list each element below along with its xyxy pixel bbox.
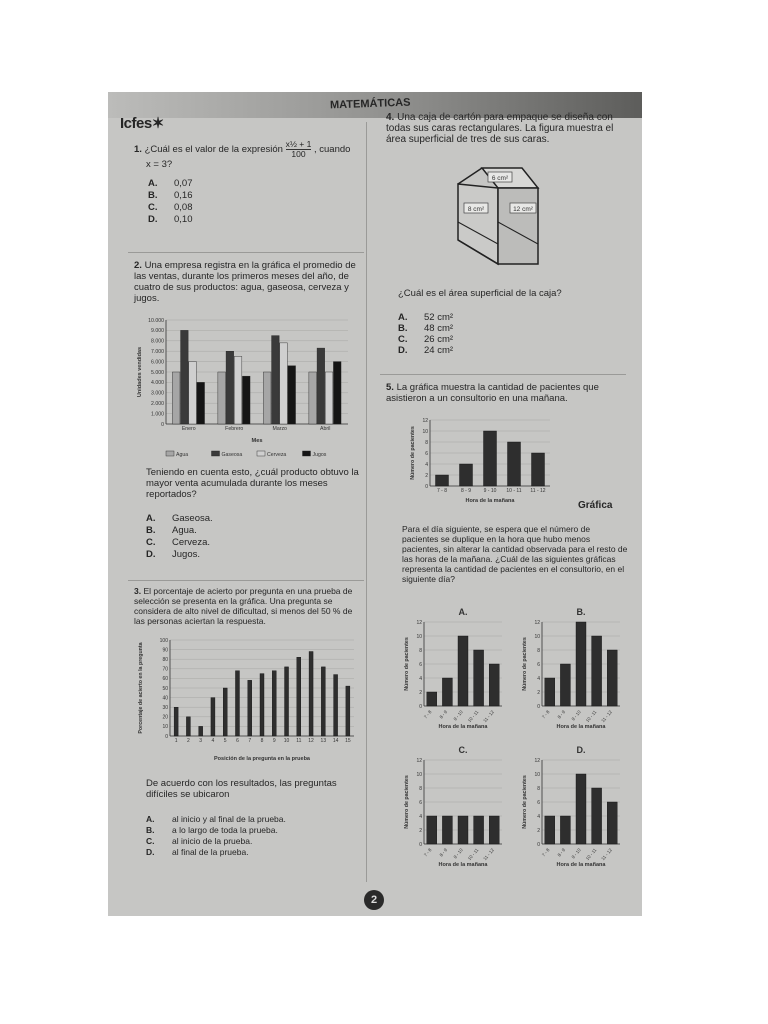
option-letter: B. <box>148 190 158 201</box>
y-tick-label: 0 <box>419 703 422 710</box>
bar <box>532 453 545 486</box>
logo-text: Icfes <box>120 115 152 132</box>
y-axis-title: Unidades vendidas <box>137 346 143 398</box>
option-letter: D. <box>576 745 586 755</box>
legend-swatch <box>257 451 265 456</box>
bar <box>288 366 296 424</box>
legend-label: Agua <box>176 452 189 458</box>
legend-swatch <box>303 451 311 456</box>
q3-stem <box>134 586 362 626</box>
bar <box>576 774 586 844</box>
option-letter: D. <box>146 847 155 857</box>
x-tick-label: 11 <box>296 738 302 744</box>
bar <box>218 372 226 424</box>
divider <box>380 374 626 375</box>
q1-text: ¿Cuál es el valor de la expresión <box>144 144 283 156</box>
box-side-face <box>498 188 538 264</box>
x-tick-label: 7 - 8 <box>436 488 448 494</box>
y-tick-label: 4 <box>419 675 422 682</box>
x-tick-label: 8 - 9 <box>438 847 449 858</box>
face-label-side: 12 cm² <box>513 206 533 213</box>
y-tick-label: 9.000 <box>151 328 164 335</box>
option-text: Gaseosa. <box>172 513 213 524</box>
option-letter: A. <box>146 814 155 824</box>
option-letter: B. <box>146 825 155 835</box>
x-tick-label: 10 - 11 <box>584 847 598 862</box>
x-tick-label: 8 - 9 <box>460 488 472 494</box>
option-text: al inicio de la prueba. <box>172 836 253 846</box>
option-letter: A. <box>398 312 408 323</box>
bar <box>280 343 288 424</box>
x-axis-title: Posición de la pregunta en la prueba <box>214 756 310 762</box>
x-tick-label: 11 - 12 <box>482 847 495 862</box>
x-tick-label: 9 - 10 <box>570 709 582 722</box>
x-tick-label: 6 <box>236 738 239 744</box>
bar <box>197 382 205 424</box>
q4-option[interactable] <box>398 323 453 334</box>
option-letter: D. <box>398 345 408 356</box>
q1-frac-den: 100 <box>291 149 306 159</box>
y-tick-label: 20 <box>162 714 168 721</box>
y-tick-label: 0 <box>161 421 164 428</box>
q1-option[interactable] <box>148 178 193 190</box>
q2-text: Una empresa registra en la gráfica el promedio de las ventas, durante los primeros meses del año, de cuatro de sus productos: agua, gaseosa, cerveza y jugos. <box>134 260 356 304</box>
bar <box>297 657 301 736</box>
q1-option[interactable] <box>148 190 193 202</box>
bar <box>576 622 586 706</box>
y-tick-label: 12 <box>534 619 540 626</box>
face-label-top: 6 cm² <box>491 175 509 182</box>
option-letter: C. <box>146 537 156 548</box>
y-tick-label: 2 <box>419 689 422 696</box>
bar <box>474 650 484 706</box>
q2-option[interactable] <box>146 537 213 549</box>
x-tick-label: 7 - 8 <box>540 709 551 720</box>
y-tick-label: 0 <box>537 703 540 710</box>
option-text: 48 cm² <box>424 323 454 334</box>
option-letter: A. <box>148 178 158 189</box>
x-tick-label: Abril <box>320 426 331 433</box>
y-tick-label: 40 <box>162 695 168 702</box>
q3-option[interactable] <box>146 836 286 847</box>
x-axis-title: Mes <box>251 438 263 444</box>
x-tick-label: Febrero <box>225 426 244 433</box>
bar <box>309 372 317 424</box>
q5-graph-label: Gráfica <box>578 500 613 511</box>
y-axis-title: Número de pacientes <box>404 637 410 691</box>
option-text: Agua. <box>172 525 197 536</box>
x-tick-label: 10 - 11 <box>584 709 598 724</box>
y-tick-label: 10 <box>422 428 428 435</box>
x-tick-label: 8 - 9 <box>438 709 449 720</box>
bar <box>321 667 325 736</box>
option-letter: B. <box>146 525 156 536</box>
bar <box>489 816 499 844</box>
bar <box>181 330 189 424</box>
q1-fraction <box>286 140 312 159</box>
y-tick-label: 4 <box>537 675 540 682</box>
option-letter: B. <box>576 607 586 617</box>
bar <box>248 680 252 736</box>
y-tick-label: 12 <box>422 417 428 424</box>
bar <box>427 692 437 706</box>
patients-chart <box>408 416 568 504</box>
option-letter: A. <box>458 607 468 617</box>
y-tick-label: 90 <box>162 647 168 654</box>
option-text: 0,16 <box>174 190 193 201</box>
option-a-chart[interactable] <box>400 606 512 742</box>
y-tick-label: 8.000 <box>151 338 164 345</box>
option-c-chart[interactable] <box>400 744 512 880</box>
x-tick-label: 14 <box>332 738 339 744</box>
q4-number: 4. <box>386 112 395 123</box>
y-tick-label: 8 <box>537 647 540 654</box>
x-tick-label: Enero <box>181 426 196 433</box>
q1-option[interactable] <box>148 202 193 214</box>
y-tick-label: 10 <box>534 771 540 778</box>
option-text: al inicio y al final de la prueba. <box>172 814 286 824</box>
option-letter: B. <box>398 323 408 334</box>
bar <box>607 802 617 844</box>
option-text: Jugos. <box>172 549 200 560</box>
bar <box>334 675 338 736</box>
y-tick-label: 6.000 <box>151 359 164 366</box>
score-chart <box>134 636 364 774</box>
y-tick-label: 0 <box>419 841 422 848</box>
q1-option[interactable] <box>148 214 193 226</box>
option-letter: C. <box>458 745 468 755</box>
x-axis-title: Hora de la mañana <box>465 498 515 504</box>
bar <box>474 816 484 844</box>
x-tick-label: 9 - 10 <box>570 847 582 860</box>
y-tick-label: 6 <box>537 661 540 668</box>
bar <box>458 816 468 844</box>
x-tick-label: 7 - 8 <box>422 847 433 858</box>
x-tick-label: 10 - 11 <box>506 488 522 494</box>
q2-number: 2. <box>134 260 142 271</box>
option-text: Cerveza. <box>172 537 211 548</box>
bar <box>560 664 570 706</box>
bar <box>272 336 280 424</box>
x-tick-label: 9 - 10 <box>483 488 497 494</box>
box-edge <box>458 168 482 184</box>
bar <box>442 678 452 706</box>
bar <box>186 717 190 736</box>
x-tick-label: 5 <box>223 738 227 744</box>
q2-option[interactable] <box>146 525 213 537</box>
y-axis-title: Número de pacientes <box>522 637 528 691</box>
q3-question: De acuerdo con los resultados, las preguntas difíciles se ubicaron <box>146 778 337 800</box>
x-tick-label: Marzo <box>272 426 287 433</box>
x-tick-label: 10 <box>283 738 290 744</box>
bar <box>545 678 555 706</box>
y-tick-label: 2 <box>425 472 428 479</box>
y-axis-title: Número de pacientes <box>404 775 410 829</box>
legend-swatch <box>212 451 220 456</box>
q3-options <box>146 814 286 858</box>
page-number-badge: 2 <box>364 890 384 910</box>
x-tick-label: 15 <box>345 738 351 744</box>
bar <box>260 674 264 736</box>
option-letter: C. <box>146 836 155 846</box>
option-text: 52 cm² <box>424 312 454 323</box>
y-tick-label: 8 <box>419 785 422 792</box>
sales-chart <box>134 314 364 464</box>
bar <box>223 688 227 736</box>
bar <box>317 348 325 424</box>
bar <box>172 372 180 424</box>
q3-option[interactable] <box>146 825 286 836</box>
y-tick-label: 0 <box>425 483 428 490</box>
y-tick-label: 10 <box>162 724 168 731</box>
y-tick-label: 12 <box>416 757 422 764</box>
x-tick-label: 7 <box>248 738 252 744</box>
bar <box>263 372 271 424</box>
y-tick-label: 1.000 <box>151 411 164 418</box>
q3-text: El porcentaje de acierto por pregunta en una prueba de selección se presenta en la gráfica. Una pregunta se considera de alto nivel de dificultad, si menos del 50 % de las personas aciertan la respuesta. <box>134 586 353 626</box>
bar <box>189 362 197 424</box>
bar <box>592 788 602 844</box>
q2-option[interactable] <box>146 513 213 525</box>
bar <box>489 664 499 706</box>
x-tick-label: 11 - 12 <box>600 709 613 724</box>
option-letter: D. <box>148 214 158 225</box>
legend-label: Jugos <box>312 452 327 458</box>
y-tick-label: 2 <box>419 827 422 834</box>
bar <box>427 816 437 844</box>
option-text: a lo largo de toda la prueba. <box>172 825 278 835</box>
y-tick-label: 3.000 <box>151 390 164 397</box>
x-axis-title: Hora de la mañana <box>556 862 606 868</box>
y-tick-label: 4 <box>419 813 422 820</box>
q2-stem <box>134 260 362 304</box>
option-letter: C. <box>148 202 158 213</box>
option-letter: C. <box>398 334 408 345</box>
bar <box>508 442 521 486</box>
divider <box>128 252 364 253</box>
q5-question: Para el día siguiente, se espera que el número de pacientes se duplique en la hora que hubo menos pacientes, sin alterar la cantidad observada para el resto de las horas de la mañana. ¿Cuál de las siguientes gráficas representa la cantidad de pacientes en el consultorio, en el siguiente día? <box>402 524 628 584</box>
q4-text: Una caja de cartón para empaque se diseña con todas sus caras rectangulares. La figura muestra el área superficial de tres de sus caras. <box>386 112 614 145</box>
y-tick-label: 4 <box>537 813 540 820</box>
y-tick-label: 50 <box>162 685 168 692</box>
y-tick-label: 10.000 <box>148 317 164 324</box>
x-axis-title: Hora de la mañana <box>556 724 606 730</box>
q4-option[interactable] <box>398 345 453 356</box>
bar <box>592 636 602 706</box>
option-d-chart[interactable] <box>518 744 630 880</box>
q1-stem <box>134 140 364 170</box>
legend-label: Cerveza <box>267 452 287 458</box>
column-divider <box>366 122 367 882</box>
x-axis-title: Hora de la mañana <box>438 862 488 868</box>
bar <box>226 351 234 424</box>
y-tick-label: 6 <box>419 661 422 668</box>
y-tick-label: 12 <box>416 619 422 626</box>
q2-option[interactable] <box>146 549 213 561</box>
y-tick-label: 0 <box>537 841 540 848</box>
option-text: 0,08 <box>174 202 193 213</box>
y-tick-label: 10 <box>534 633 540 640</box>
q4-stem <box>386 112 626 145</box>
y-tick-label: 60 <box>162 676 168 683</box>
x-tick-label: 9 <box>272 738 276 744</box>
legend-label: Gaseosa <box>221 452 243 458</box>
x-tick-label: 7 - 8 <box>540 847 551 858</box>
q5-number: 5. <box>386 382 394 393</box>
q1-options <box>148 178 193 226</box>
q4-question: ¿Cuál es el área superficial de la caja? <box>398 288 562 299</box>
x-tick-label: 9 - 10 <box>452 847 464 860</box>
divider <box>128 580 364 581</box>
y-tick-label: 6 <box>537 799 540 806</box>
x-tick-label: 12 <box>308 738 314 744</box>
y-tick-label: 10 <box>416 771 422 778</box>
x-tick-label: 4 <box>211 738 215 744</box>
x-tick-label: 13 <box>320 738 327 744</box>
q1-text-b: , cuando <box>313 144 351 156</box>
y-tick-label: 2.000 <box>151 401 164 408</box>
q2-question: Teniendo en cuenta esto, ¿cuál producto obtuvo la mayor venta acumulada durante los meses reportados? <box>146 467 359 500</box>
y-tick-label: 5.000 <box>151 369 164 376</box>
x-tick-label: 9 - 10 <box>452 709 464 722</box>
x-tick-label: 11 - 12 <box>600 847 613 862</box>
box-figure <box>454 162 544 270</box>
y-tick-label: 8 <box>425 439 428 446</box>
option-b-chart[interactable] <box>518 606 630 742</box>
x-tick-label: 7 - 8 <box>422 709 433 720</box>
legend-swatch <box>166 451 174 456</box>
option-text: 26 cm² <box>424 334 454 345</box>
y-tick-label: 2 <box>537 689 540 696</box>
y-axis-title: Número de pacientes <box>522 775 528 829</box>
q5-text: La gráfica muestra la cantidad de pacientes que asistieron a un consultorio en una mañana. <box>386 382 599 404</box>
y-tick-label: 30 <box>162 704 168 711</box>
subject-title: MATEMÁTICAS <box>329 96 411 112</box>
q4-options <box>398 312 453 356</box>
x-axis-title: Hora de la mañana <box>438 724 488 730</box>
option-letter: A. <box>146 513 156 524</box>
bar <box>325 372 333 424</box>
option-text: 24 cm² <box>424 345 454 356</box>
y-tick-label: 4.000 <box>151 380 164 387</box>
q3-option[interactable] <box>146 814 286 825</box>
y-tick-label: 70 <box>162 666 168 673</box>
bar <box>442 816 452 844</box>
bar <box>458 636 468 706</box>
y-axis-title: Porcentaje de acierto en la pregunta <box>138 642 144 734</box>
q4-option[interactable] <box>398 312 453 323</box>
logo <box>120 114 164 132</box>
y-tick-label: 8 <box>537 785 540 792</box>
x-tick-label: 11 - 12 <box>530 488 546 494</box>
y-tick-label: 6 <box>425 450 428 457</box>
x-tick-label: 8 - 9 <box>556 709 567 720</box>
bar <box>199 726 203 736</box>
q3-number: 3. <box>134 586 142 596</box>
y-tick-label: 100 <box>159 637 168 644</box>
bar <box>174 707 178 736</box>
x-tick-label: 8 - 9 <box>556 847 567 858</box>
x-tick-label: 11 - 12 <box>482 709 495 724</box>
y-axis-title: Número de pacientes <box>410 426 416 480</box>
option-text: 0,10 <box>174 214 193 225</box>
bar <box>545 816 555 844</box>
x-tick-label: 3 <box>199 738 203 744</box>
option-text: al final de la prueba. <box>172 847 249 857</box>
q1-number: 1. <box>134 144 142 156</box>
x-tick-label: 2 <box>187 738 190 744</box>
q5-stem <box>386 382 626 404</box>
option-letter: D. <box>146 549 156 560</box>
bar <box>346 686 350 736</box>
bar <box>242 376 250 424</box>
y-tick-label: 4 <box>425 461 428 468</box>
y-tick-label: 7.000 <box>151 349 164 356</box>
q3-option[interactable] <box>146 847 286 858</box>
q2-options <box>146 513 213 561</box>
y-tick-label: 6 <box>419 799 422 806</box>
face-label-front: 8 cm² <box>467 206 485 213</box>
x-tick-label: 10 - 11 <box>466 709 480 724</box>
bar <box>272 671 276 736</box>
x-tick-label: 10 - 11 <box>466 847 480 862</box>
bar <box>309 652 313 736</box>
exam-page <box>108 92 642 916</box>
q1-text-c: x = 3? <box>146 159 173 170</box>
x-tick-label: 1 <box>174 738 178 744</box>
bar <box>235 671 239 736</box>
star-icon: ✶ <box>151 115 164 132</box>
bar <box>436 475 449 486</box>
q4-option[interactable] <box>398 334 453 345</box>
x-tick-label: 8 <box>260 738 264 744</box>
y-tick-label: 2 <box>537 827 540 834</box>
y-tick-label: 12 <box>534 757 540 764</box>
y-tick-label: 10 <box>416 633 422 640</box>
bar <box>333 362 341 424</box>
option-text: 0,07 <box>174 178 193 189</box>
y-tick-label: 80 <box>162 656 168 663</box>
bar <box>285 667 289 736</box>
bar <box>484 431 497 486</box>
bar <box>234 356 242 424</box>
bar <box>460 464 473 486</box>
q1-frac-num: x½ + 1 <box>285 139 312 149</box>
bar <box>211 698 215 736</box>
bar <box>560 816 570 844</box>
bar <box>607 650 617 706</box>
y-tick-label: 0 <box>165 733 168 740</box>
y-tick-label: 8 <box>419 647 422 654</box>
